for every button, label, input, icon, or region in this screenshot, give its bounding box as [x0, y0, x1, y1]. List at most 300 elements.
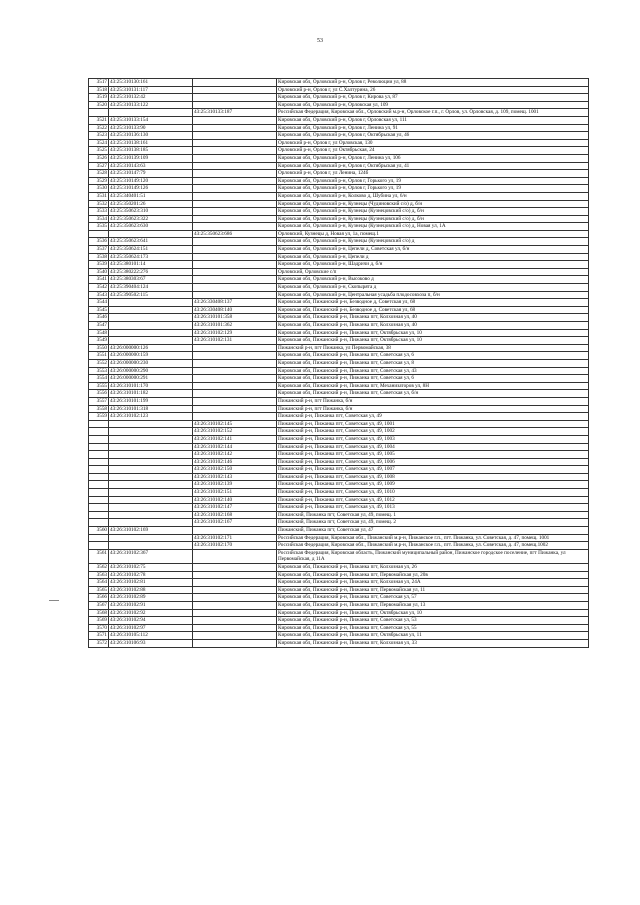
- cadastral-number: [109, 466, 193, 474]
- cadastral-number: 43:25:350624:151: [109, 246, 193, 254]
- row-number: 3548: [89, 329, 109, 337]
- row-number: 3553: [89, 367, 109, 375]
- table-row: [89, 299, 589, 307]
- cadastral-number: [109, 473, 193, 481]
- row-number: [89, 230, 109, 238]
- address: Кировская обл, Орловский р-н, Кузнецы (Кузнецовский с/о) д, Новая ул, 1А: [277, 223, 589, 231]
- row-number: 3544: [89, 299, 109, 307]
- table-row: [89, 624, 589, 632]
- sub-cadastral-number: [193, 397, 277, 405]
- cadastral-number: 43:26:310101:170: [109, 382, 193, 390]
- sub-cadastral-number: [193, 624, 277, 632]
- address: Орловский, Кузнецы д, Новая ул, 1а, помещ.1: [277, 230, 589, 238]
- sub-cadastral-number: [193, 284, 277, 292]
- row-number: [89, 420, 109, 428]
- sub-cadastral-number: [193, 579, 277, 587]
- sub-cadastral-number: [193, 639, 277, 647]
- cadastral-number: 43:25:310131:117: [109, 86, 193, 94]
- address: Пижанский р-н, Пижанка пгт, Советская ул, 49, 1001: [277, 420, 589, 428]
- table-row: [89, 314, 589, 322]
- row-number: 3547: [89, 322, 109, 330]
- address: Орловский, Орловские с/п: [277, 268, 589, 276]
- cadastral-number: 43:25:310149:126: [109, 185, 193, 193]
- address: Кировская обл, Пижанский р-н, Пижанка пгт, Колхозная ул, 24А: [277, 579, 589, 587]
- sub-cadastral-number: [193, 246, 277, 254]
- sub-cadastral-number: 43:26:310102:171: [193, 534, 277, 542]
- address: Кировская обл, Орловский р-н, Орловская ул, 109: [277, 101, 589, 109]
- row-number: [89, 504, 109, 512]
- row-number: 3527: [89, 162, 109, 170]
- cadastral-number: 43:25:340401:51: [109, 192, 193, 200]
- sub-cadastral-number: [193, 375, 277, 383]
- sub-cadastral-number: [193, 352, 277, 360]
- row-number: [89, 489, 109, 497]
- margin-mark: [49, 600, 59, 601]
- table-row: [89, 238, 589, 246]
- address: Пижанский р-н, пгт Пижанка, б/н: [277, 397, 589, 405]
- cadastral-number: [109, 435, 193, 443]
- address: Кировская обл, Орловский р-н, Орлов г, Орловская ул, 111: [277, 116, 589, 124]
- cadastral-number: [109, 519, 193, 527]
- cadastral-number: [109, 481, 193, 489]
- table-row: [89, 586, 589, 594]
- row-number: 3536: [89, 238, 109, 246]
- sub-cadastral-number: [193, 564, 277, 572]
- table-row: [89, 352, 589, 360]
- address: Пижанский р-н, Пижанка пгт, Советская ул, 49, 1013: [277, 504, 589, 512]
- row-number: [89, 519, 109, 527]
- table-row: [89, 451, 589, 459]
- sub-cadastral-number: 43:26:310102:168: [193, 511, 277, 519]
- cadastral-number: 43:26:310102:75: [109, 564, 193, 572]
- table-row: [89, 246, 589, 254]
- table-row: [89, 413, 589, 421]
- sub-cadastral-number: [193, 177, 277, 185]
- row-number: 3531: [89, 192, 109, 200]
- address: Орловский р-н, Орлов г, ул Октябрьская, 24: [277, 147, 589, 155]
- sub-cadastral-number: 43:26:310102:141: [193, 435, 277, 443]
- row-number: [89, 481, 109, 489]
- row-number: [89, 466, 109, 474]
- table-row: [89, 617, 589, 625]
- row-number: 3541: [89, 276, 109, 284]
- address: Пижанский р-н, Пижанка пгт, Советская ул, 49, 1009: [277, 481, 589, 489]
- table-row: [89, 458, 589, 466]
- table-row: [89, 329, 589, 337]
- cadastral-number: 43:26:310102:94: [109, 617, 193, 625]
- cadastral-number: 43:25:350623:322: [109, 215, 193, 223]
- table-row: [89, 79, 589, 87]
- table-row: [89, 253, 589, 261]
- cadastral-number: 43:26:000000:290: [109, 367, 193, 375]
- cadastral-number: 43:25:380101:14: [109, 261, 193, 269]
- cadastral-number: [109, 329, 193, 337]
- row-number: 3517: [89, 79, 109, 87]
- row-number: 3546: [89, 314, 109, 322]
- cadastral-number: 43:25:310138:185: [109, 147, 193, 155]
- sub-cadastral-number: 43:26:310102:145: [193, 420, 277, 428]
- row-number: 3569: [89, 617, 109, 625]
- row-number: 3555: [89, 382, 109, 390]
- table-row: [89, 579, 589, 587]
- sub-cadastral-number: [193, 192, 277, 200]
- row-number: 3520: [89, 101, 109, 109]
- address: Орловский р-н, Орлов г, ул Орловская, 130: [277, 139, 589, 147]
- address: Пижанский р-н, пгт Пижанка, б/н: [277, 405, 589, 413]
- cadastral-number: 43:25:310132:42: [109, 94, 193, 102]
- address: Кировская обл, Пижанский р-н, Пижанка пгт, Советская ул, 6: [277, 352, 589, 360]
- sub-cadastral-number: [193, 79, 277, 87]
- address: Кировская обл, Пижанский р-н, Пижанка пгт, Колхозная ул, 40: [277, 314, 589, 322]
- cadastral-number: 43:25:310133:154: [109, 116, 193, 124]
- cadastral-number: 43:26:310102:89: [109, 594, 193, 602]
- row-number: 3537: [89, 246, 109, 254]
- table-row: [89, 571, 589, 579]
- table-row: [89, 208, 589, 216]
- sub-cadastral-number: 43:26:310102:129: [193, 329, 277, 337]
- sub-cadastral-number: 43:26:310102:152: [193, 428, 277, 436]
- cadastral-number: 43:25:310133:90: [109, 124, 193, 132]
- sub-cadastral-number: [193, 390, 277, 398]
- table-row: [89, 473, 589, 481]
- cadastral-number: 43:25:350623:310: [109, 208, 193, 216]
- table-row: [89, 200, 589, 208]
- address: Пижанский, Пижанка пгт, Советская ул, 47: [277, 527, 589, 535]
- address: Кировская обл, Орловский р-н, Цепели д, Советская ул, б/н: [277, 246, 589, 254]
- cadastral-number: 43:26:310102:88: [109, 586, 193, 594]
- address: Кировская обл, Орловский р-н, Колково д, Шубина ул, 6/н: [277, 192, 589, 200]
- address: Кировская обл, Пижанский р-н, Пижанка пгт, Октябрьская ул, 10: [277, 609, 589, 617]
- row-number: 3556: [89, 390, 109, 398]
- sub-cadastral-number: [193, 185, 277, 193]
- sub-cadastral-number: 43:25:310133:187: [193, 109, 277, 117]
- cadastral-number: 43:26:310106:93: [109, 639, 193, 647]
- table-row: [89, 428, 589, 436]
- table-row: [89, 147, 589, 155]
- cadastral-number: 43:25:380303:67: [109, 276, 193, 284]
- cadastral-number: [109, 458, 193, 466]
- table-row: [89, 132, 589, 140]
- address: Пижанский р-н, Пижанка пгт, Советская ул, 49, 1007: [277, 466, 589, 474]
- row-number: 3543: [89, 291, 109, 299]
- table-row: [89, 162, 589, 170]
- address: Кировская обл, Орловский р-н, Орлов г, Ленина ул, 106: [277, 154, 589, 162]
- sub-cadastral-number: 43:26:310102:151: [193, 489, 277, 497]
- row-number: 3568: [89, 609, 109, 617]
- row-number: 3562: [89, 564, 109, 572]
- sub-cadastral-number: [193, 276, 277, 284]
- cadastral-number: 43:26:310101:318: [109, 405, 193, 413]
- cadastral-number: 43:25:390404:124: [109, 284, 193, 292]
- row-number: 3559: [89, 413, 109, 421]
- sub-cadastral-number: [193, 238, 277, 246]
- cadastral-number: [109, 306, 193, 314]
- address: Кировская обл, Пижанский р-н, Пижанка пгт, Советская ул, 53: [277, 617, 589, 625]
- cadastral-number: 43:26:310102:97: [109, 624, 193, 632]
- table-row: [89, 542, 589, 550]
- row-number: 3525: [89, 147, 109, 155]
- address: Пижанский р-н, пгт Пижанка, ул Первомайская, 38: [277, 344, 589, 352]
- sub-cadastral-number: 43:26:310102:170: [193, 542, 277, 550]
- table-row: [89, 397, 589, 405]
- table-row: [89, 504, 589, 512]
- row-number: 3545: [89, 306, 109, 314]
- row-number: 3530: [89, 185, 109, 193]
- sub-cadastral-number: [193, 586, 277, 594]
- cadastral-number: 43:25:380222:276: [109, 268, 193, 276]
- cadastral-number: [109, 542, 193, 550]
- row-number: 3572: [89, 639, 109, 647]
- address: Пижанский р-н, Пижанка пгт, Советская ул, 49, 1006: [277, 458, 589, 466]
- cadastral-number: 43:25:350623:641: [109, 238, 193, 246]
- cadastral-number: [109, 496, 193, 504]
- address: Пижанский р-н, Пижанка пгт, Советская ул, 49, 1012: [277, 496, 589, 504]
- table-row: [89, 185, 589, 193]
- cadastral-number: 43:26:310101:182: [109, 390, 193, 398]
- table-row: [89, 632, 589, 640]
- sub-cadastral-number: [193, 154, 277, 162]
- row-number: 3570: [89, 624, 109, 632]
- table-row: [89, 284, 589, 292]
- row-number: 3549: [89, 337, 109, 345]
- cadastral-number: 43:25:310143:63: [109, 162, 193, 170]
- row-number: 3524: [89, 139, 109, 147]
- cadastral-number: 43:25:350624:173: [109, 253, 193, 261]
- sub-cadastral-number: [193, 268, 277, 276]
- address: Кировская обл, Пижанский р-н, Пижанка пгт, Первомайская ул, 13: [277, 601, 589, 609]
- cadastral-number: 43:26:000000:291: [109, 375, 193, 383]
- cadastral-number: 43:26:310101:199: [109, 397, 193, 405]
- table-row: [89, 609, 589, 617]
- row-number: 3542: [89, 284, 109, 292]
- sub-cadastral-number: [193, 601, 277, 609]
- row-number: [89, 473, 109, 481]
- table-row: [89, 268, 589, 276]
- cadastral-number: 43:25:310130:161: [109, 79, 193, 87]
- sub-cadastral-number: [193, 86, 277, 94]
- address: Кировская обл, Орловский р-н, Орлов г, Ленина ул, 91: [277, 124, 589, 132]
- registry-rows: [89, 79, 589, 648]
- cadastral-number: 43:25:310149:120: [109, 177, 193, 185]
- cadastral-number: [109, 489, 193, 497]
- address: Кировская обл, Орловский р-н, Шадричи д, б/н: [277, 261, 589, 269]
- row-number: 3565: [89, 586, 109, 594]
- table-row: [89, 322, 589, 330]
- table-row: [89, 86, 589, 94]
- row-number: 3557: [89, 397, 109, 405]
- table-row: [89, 534, 589, 542]
- address: Пижанский р-н, Пижанка пгт, Советская ул, 49, 1008: [277, 473, 589, 481]
- sub-cadastral-number: [193, 200, 277, 208]
- row-number: 3535: [89, 223, 109, 231]
- address: Кировская обл, Орловский р-н, Орлов г, Горького ул, 19: [277, 185, 589, 193]
- row-number: 3521: [89, 116, 109, 124]
- row-number: 3532: [89, 200, 109, 208]
- table-row: [89, 519, 589, 527]
- sub-cadastral-number: [193, 571, 277, 579]
- sub-cadastral-number: [193, 162, 277, 170]
- table-row: [89, 215, 589, 223]
- cadastral-number: 43:26:000000:159: [109, 352, 193, 360]
- sub-cadastral-number: 43:26:330408:137: [193, 299, 277, 307]
- cadastral-number: [109, 428, 193, 436]
- cadastral-number: [109, 451, 193, 459]
- sub-cadastral-number: [193, 549, 277, 563]
- sub-cadastral-number: [193, 527, 277, 535]
- row-number: 3538: [89, 253, 109, 261]
- cadastral-number: 43:26:310105:112: [109, 632, 193, 640]
- address: Кировская обл, Пижанский р-н, Пижанка пгт, Первомайская ул, 11: [277, 586, 589, 594]
- cadastral-number: [109, 299, 193, 307]
- row-number: [89, 458, 109, 466]
- table-row: [89, 109, 589, 117]
- row-number: 3551: [89, 352, 109, 360]
- address: Кировская обл, Орловский р-н, Орлов г, Горького ул, 19: [277, 177, 589, 185]
- row-number: 3561: [89, 549, 109, 563]
- row-number: 3528: [89, 170, 109, 178]
- row-number: 3523: [89, 132, 109, 140]
- table-row: [89, 124, 589, 132]
- table-row: [89, 261, 589, 269]
- address: Орловский р-н, Орлов г, ул С.Халтурина, 26: [277, 86, 589, 94]
- sub-cadastral-number: [193, 291, 277, 299]
- address: Кировская обл, Пижанский р-н, Пижанка пгт, Советская ул, 57: [277, 594, 589, 602]
- cadastral-number: 43:26:310102:92: [109, 609, 193, 617]
- cadastral-number: 43:26:000000:230: [109, 359, 193, 367]
- address: Кировская обл, Пижанский р-н, Пижанка пгт, Механизаторов ул, 8Н: [277, 382, 589, 390]
- cadastral-number: [109, 314, 193, 322]
- sub-cadastral-number: [193, 261, 277, 269]
- table-row: [89, 223, 589, 231]
- address: Кировская обл, Пижанский р-н, Пижанка пгт, Советская ул, 43: [277, 367, 589, 375]
- row-number: 3554: [89, 375, 109, 383]
- row-number: [89, 534, 109, 542]
- sub-cadastral-number: [193, 101, 277, 109]
- sub-cadastral-number: 43:26:310102:143: [193, 473, 277, 481]
- address: Кировская обл, Орловский р-н, Кузнецы (Кузнецовский с/о) д, б/н: [277, 208, 589, 216]
- table-row: [89, 639, 589, 647]
- address: Кировская обл, Орловский р-н, Орлов г, Революции ул, 88: [277, 79, 589, 87]
- address: Кировская обл, Орловский р-н, Орлов г, Октябрьская ул, 41: [277, 162, 589, 170]
- table-row: [89, 375, 589, 383]
- page-number: 53: [317, 38, 323, 44]
- cadastral-number: 43:26:000000:126: [109, 344, 193, 352]
- table-row: [89, 511, 589, 519]
- table-row: [89, 337, 589, 345]
- registry-sheet: [88, 78, 588, 648]
- cadastral-number: [109, 511, 193, 519]
- table-row: [89, 291, 589, 299]
- sub-cadastral-number: 43:26:310101:358: [193, 314, 277, 322]
- sub-cadastral-number: 43:26:310102:146: [193, 458, 277, 466]
- row-number: [89, 109, 109, 117]
- cadastral-number: [109, 534, 193, 542]
- address: Пижанский р-н, Пижанка пгт, Советская ул, 49, 1003: [277, 435, 589, 443]
- table-row: [89, 116, 589, 124]
- sub-cadastral-number: 43:26:330408:140: [193, 306, 277, 314]
- address: Кировская обл, Пижанский р-н, Пижанка пгт, Советская ул, б/н: [277, 390, 589, 398]
- sub-cadastral-number: 43:26:310102:142: [193, 451, 277, 459]
- table-row: [89, 549, 589, 563]
- row-number: 3518: [89, 86, 109, 94]
- sub-cadastral-number: [193, 223, 277, 231]
- sub-cadastral-number: [193, 208, 277, 216]
- row-number: 3558: [89, 405, 109, 413]
- table-row: [89, 192, 589, 200]
- sub-cadastral-number: [193, 170, 277, 178]
- row-number: [89, 542, 109, 550]
- table-row: [89, 170, 589, 178]
- address: Кировская обл, Пижанский р-н, Пижанка пгт, Колхозная ул, 26: [277, 564, 589, 572]
- row-number: 3522: [89, 124, 109, 132]
- cadastral-number: [109, 337, 193, 345]
- address: Российская Федерация, Кировская обл., Пижанский м.р-н, Пижанское г.п., пгт. Пижанка, ул. Советская, д. 47, помещ. 1001: [277, 534, 589, 542]
- address: Пижанский р-н, Пижанка пгт, Советская ул, 49, 1002: [277, 428, 589, 436]
- address: Пижанский р-н, Пижанка пгт, Советская ул, 49: [277, 413, 589, 421]
- address: Российская Федерация, Кировская обл., Пижанский м.р-н, Пижанское г.п., пгт. Пижанка, ул. Советская, д. 47, помещ.1002: [277, 542, 589, 550]
- row-number: 3563: [89, 571, 109, 579]
- row-number: 3564: [89, 579, 109, 587]
- row-number: [89, 496, 109, 504]
- address: Кировская обл, Орловский р-н, Высоково д: [277, 276, 589, 284]
- address: Кировская обл, Пижанский р-н, Пижанка пгт, Колхозная ул, 33: [277, 639, 589, 647]
- table-row: [89, 527, 589, 535]
- row-number: 3566: [89, 594, 109, 602]
- sub-cadastral-number: [193, 124, 277, 132]
- row-number: 3519: [89, 94, 109, 102]
- sub-cadastral-number: [193, 344, 277, 352]
- address: Орловский р-н, Орлов г, ул Ленина, 124б: [277, 170, 589, 178]
- row-number: 3550: [89, 344, 109, 352]
- cadastral-number: 43:25:390502:115: [109, 291, 193, 299]
- sub-cadastral-number: [193, 367, 277, 375]
- table-row: [89, 94, 589, 102]
- cadastral-number: [109, 504, 193, 512]
- table-row: [89, 435, 589, 443]
- row-number: 3534: [89, 215, 109, 223]
- address: Кировская обл, Орловский р-н, Орлов г, Кирова ул, 87: [277, 94, 589, 102]
- address: Кировская обл, Орловский р-н, Кузнецы (Кузнецовский с/о) д, б/н: [277, 215, 589, 223]
- row-number: 3571: [89, 632, 109, 640]
- address: Кировская обл, Пижанский р-н, Пижанка пгт, Советская ул, 8: [277, 359, 589, 367]
- sub-cadastral-number: 43:26:310102:140: [193, 496, 277, 504]
- address: Кировская обл, Пижанский р-н, Пижанка пгт, Октябрьская ул, 10: [277, 337, 589, 345]
- cadastral-number: 43:25:310139:109: [109, 154, 193, 162]
- table-row: [89, 306, 589, 314]
- table-row: [89, 154, 589, 162]
- sub-cadastral-number: [193, 132, 277, 140]
- address: Кировская обл, Орловский р-н, Орлов г, Октябрьская ул, 46: [277, 132, 589, 140]
- cadastral-number: 43:26:310102:81: [109, 579, 193, 587]
- sub-cadastral-number: 43:25:350623:686: [193, 230, 277, 238]
- address: Кировская обл, Пижанский р-н, Безводное д, Советская ул, 68: [277, 299, 589, 307]
- table-row: [89, 489, 589, 497]
- row-number: [89, 435, 109, 443]
- cadastral-number: 43:25:310147:79: [109, 170, 193, 178]
- table-row: [89, 367, 589, 375]
- address: Пижанский р-н, Пижанка пгт, Советская ул, 49, 1005: [277, 451, 589, 459]
- address: Кировская обл, Пижанский р-н, Пижанка пгт, Советская ул, 6: [277, 375, 589, 383]
- table-row: [89, 405, 589, 413]
- table-row: [89, 420, 589, 428]
- sub-cadastral-number: [193, 405, 277, 413]
- sub-cadastral-number: [193, 594, 277, 602]
- table-row: [89, 496, 589, 504]
- sub-cadastral-number: [193, 632, 277, 640]
- sub-cadastral-number: [193, 116, 277, 124]
- address: Кировская обл, Пижанский р-н, Пижанка пгт, Октябрьская ул, 10: [277, 329, 589, 337]
- row-number: 3540: [89, 268, 109, 276]
